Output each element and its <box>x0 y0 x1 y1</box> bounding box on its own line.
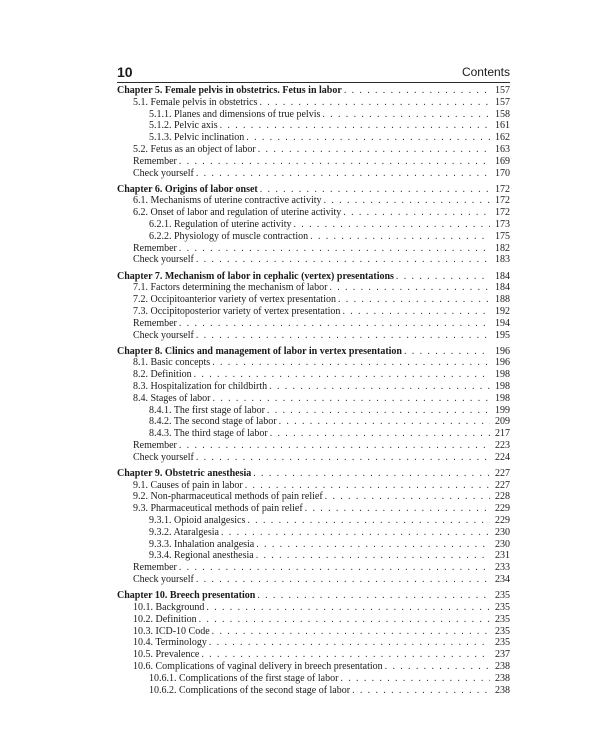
toc-entry <box>117 428 510 440</box>
toc-entry-title: 9.2. Non-pharmaceutical methods of pain relief <box>133 491 323 503</box>
toc-entry-page-number: 195 <box>495 329 510 341</box>
toc-entry-page-number: 158 <box>495 108 510 120</box>
toc-entry <box>117 330 510 342</box>
toc-entry <box>117 168 510 180</box>
toc-entry-page-number: 233 <box>495 562 510 574</box>
toc-entry-title: 5.1.3. Pelvic inclination <box>149 132 245 144</box>
table-of-contents <box>117 85 510 696</box>
toc-entry-page-number: 172 <box>495 183 510 195</box>
toc-entry <box>117 97 510 109</box>
toc-entry-page-number: 157 <box>495 85 510 96</box>
dot-leader <box>179 243 490 255</box>
toc-entry-title: 8.4. Stages of labor <box>133 392 211 404</box>
dot-leader <box>305 503 490 515</box>
dot-leader <box>220 120 490 132</box>
toc-entry-page-number: 235 <box>495 625 510 637</box>
toc-entry-title: Check yourself <box>133 451 194 463</box>
toc-entry-page-number: 198 <box>495 381 510 393</box>
toc-entry-page-number: 238 <box>495 660 510 672</box>
toc-entry-page-number: 196 <box>495 357 510 369</box>
toc-entry <box>117 685 510 697</box>
toc-entry-title: 10.6.2. Complications of the second stage of labor <box>149 684 351 696</box>
toc-chapter-entry <box>117 271 510 283</box>
toc-entry <box>117 207 510 219</box>
toc-entry-title: 6.2. Onset of labor and regulation of uterine activity <box>133 207 342 219</box>
toc-chapter-entry <box>117 184 510 196</box>
dot-leader <box>246 132 490 144</box>
toc-entry-page-number: 157 <box>495 96 510 108</box>
dot-leader <box>404 346 490 358</box>
toc-entry-page-number: 238 <box>495 672 510 684</box>
toc-entry <box>117 294 510 306</box>
toc-entry <box>117 306 510 318</box>
toc-entry-page-number: 231 <box>495 550 510 562</box>
dot-leader <box>352 685 490 697</box>
toc-entry <box>117 649 510 661</box>
toc-entry-title: 8.4.2. The second stage of labor <box>149 416 277 428</box>
toc-entry-page-number: 209 <box>495 416 510 428</box>
page-number: 10 <box>117 64 133 80</box>
toc-entry-page-number: 238 <box>495 684 510 696</box>
toc-entry-page-number: 184 <box>495 282 510 294</box>
dot-leader <box>253 468 490 480</box>
toc-entry-title: 9.3. Pharmaceutical methods of pain relief <box>133 503 303 515</box>
toc-entry-title: 10.1. Background <box>133 601 205 613</box>
dot-leader <box>396 271 490 283</box>
dot-leader <box>199 614 490 626</box>
toc-entry-page-number: 228 <box>495 491 510 503</box>
toc-entry-title: Chapter 7. Mechanism of labor in cephalic (vertex) presentations <box>117 270 394 282</box>
toc-entry-page-number: 235 <box>495 601 510 613</box>
toc-entry <box>117 195 510 207</box>
toc-chapter-entry <box>117 468 510 480</box>
toc-entry-title: 8.4.1. The first stage of labor <box>149 404 265 416</box>
toc-entry-title: 7.1. Factors determining the mechanism of labor <box>133 282 328 294</box>
toc-entry-title: 5.1. Female pelvis in obstetrics <box>133 96 258 108</box>
toc-entry-title: 10.3. ICD-10 Code <box>133 625 210 637</box>
dot-leader <box>245 480 490 492</box>
toc-entry-page-number: 182 <box>495 242 510 254</box>
dot-leader <box>247 515 490 527</box>
dot-leader <box>201 649 490 661</box>
dot-leader <box>221 527 490 539</box>
dot-leader <box>259 97 490 109</box>
toc-entry-page-number: 227 <box>495 467 510 479</box>
toc-entry <box>117 673 510 685</box>
toc-entry-page-number: 161 <box>495 120 510 132</box>
dot-leader <box>212 626 490 638</box>
dot-leader <box>338 294 490 306</box>
toc-entry-page-number: 172 <box>495 207 510 219</box>
toc-entry <box>117 219 510 231</box>
toc-entry-page-number: 235 <box>495 637 510 649</box>
toc-entry-page-number: 170 <box>495 167 510 179</box>
toc-entry <box>117 109 510 121</box>
toc-entry <box>117 515 510 527</box>
toc-entry-page-number: 172 <box>495 195 510 207</box>
toc-entry <box>117 144 510 156</box>
toc-entry-title: 5.1.1. Planes and dimensions of true pelvis <box>149 108 321 120</box>
dot-leader <box>206 602 490 614</box>
dot-leader <box>310 231 490 243</box>
toc-entry <box>117 550 510 562</box>
toc-chapter-entry <box>117 346 510 358</box>
toc-entry-page-number: 169 <box>495 155 510 167</box>
dot-leader <box>342 306 490 318</box>
dot-leader <box>257 590 490 602</box>
toc-entry-page-number: 188 <box>495 294 510 306</box>
toc-entry-page-number: 199 <box>495 404 510 416</box>
toc-entry-title: 9.3.2. Ataralgesia <box>149 526 219 538</box>
toc-entry-title: 8.1. Basic concepts <box>133 357 211 369</box>
toc-entry-title: 8.3. Hospitalization for childbirth <box>133 381 268 393</box>
toc-entry <box>117 231 510 243</box>
toc-entry-page-number: 227 <box>495 479 510 491</box>
toc-entry-title: Remember <box>133 562 177 574</box>
dot-leader <box>329 282 490 294</box>
toc-entry <box>117 602 510 614</box>
toc-chapter-entry <box>117 590 510 602</box>
dot-leader <box>344 85 490 97</box>
dot-leader <box>260 184 490 196</box>
toc-entry-page-number: 162 <box>495 132 510 144</box>
dot-leader <box>256 539 490 551</box>
toc-entry-page-number: 194 <box>495 317 510 329</box>
toc-entry <box>117 491 510 503</box>
toc-entry-title: Check yourself <box>133 574 194 586</box>
toc-entry-page-number: 184 <box>495 270 510 282</box>
toc-entry <box>117 637 510 649</box>
toc-entry-title: 9.3.3. Inhalation analgesia <box>149 538 255 550</box>
dot-leader <box>196 168 490 180</box>
toc-entry-title: 8.4.3. The third stage of labor <box>149 428 268 440</box>
toc-entry <box>117 452 510 464</box>
toc-entry-page-number: 196 <box>495 345 510 357</box>
toc-entry <box>117 614 510 626</box>
toc-entry <box>117 156 510 168</box>
toc-entry <box>117 318 510 330</box>
toc-entry-title: 9.3.4. Regional anesthesia <box>149 550 254 562</box>
dot-leader <box>196 574 490 586</box>
toc-entry-title: Check yourself <box>133 167 194 179</box>
toc-entry <box>117 369 510 381</box>
toc-entry <box>117 503 510 515</box>
toc-entry-title: Remember <box>133 242 177 254</box>
toc-entry-title: 10.2. Definition <box>133 613 197 625</box>
toc-entry-page-number: 198 <box>495 392 510 404</box>
toc-entry-title: 6.1. Mechanisms of uterine contractive activity <box>133 195 322 207</box>
toc-entry <box>117 381 510 393</box>
toc-entry <box>117 393 510 405</box>
toc-entry-page-number: 217 <box>495 428 510 440</box>
toc-entry <box>117 120 510 132</box>
toc-entry-page-number: 230 <box>495 526 510 538</box>
dot-leader <box>256 550 490 562</box>
toc-entry-title: 6.2.2. Physiology of muscle contraction <box>149 230 309 242</box>
dot-leader <box>258 144 490 156</box>
dot-leader <box>343 207 490 219</box>
page-header <box>117 64 510 83</box>
toc-entry-page-number: 223 <box>495 440 510 451</box>
toc-entry-title: Chapter 8. Clinics and management of labor in vertex presentation <box>117 345 402 357</box>
toc-entry-title: 10.6. Complications of vaginal delivery in breech presentation <box>133 660 383 672</box>
toc-entry-title: Chapter 9. Obstetric anesthesia <box>117 467 252 479</box>
toc-entry-page-number: 183 <box>495 254 510 266</box>
toc-entry-title: Chapter 6. Origins of labor onset <box>117 183 258 195</box>
toc-entry <box>117 626 510 638</box>
dot-leader <box>325 491 490 503</box>
toc-entry-page-number: 229 <box>495 503 510 515</box>
toc-entry-page-number: 198 <box>495 369 510 381</box>
toc-entry-title: 10.5. Prevalence <box>133 649 200 661</box>
toc-entry <box>117 282 510 294</box>
dot-leader <box>279 416 490 428</box>
dot-leader <box>179 440 490 452</box>
dot-leader <box>209 637 490 649</box>
toc-entry-title: 10.4. Terminology <box>133 637 207 649</box>
toc-entry-title: 5.2. Fetus as an object of labor <box>133 143 256 155</box>
toc-entry-page-number: 173 <box>495 219 510 231</box>
dot-leader <box>196 254 490 266</box>
dot-leader <box>212 357 490 369</box>
toc-entry <box>117 574 510 586</box>
toc-entry <box>117 254 510 266</box>
dot-leader <box>213 393 491 405</box>
toc-entry-title: Remember <box>133 155 177 167</box>
toc-entry <box>117 357 510 369</box>
toc-entry <box>117 132 510 144</box>
toc-entry-page-number: 175 <box>495 230 510 242</box>
toc-entry-title: Chapter 10. Breech presentation <box>117 590 256 602</box>
toc-entry-title: Check yourself <box>133 329 194 341</box>
toc-entry-title: 8.2. Definition <box>133 369 192 381</box>
dot-leader <box>179 562 490 574</box>
dot-leader <box>196 330 490 342</box>
toc-entry <box>117 243 510 255</box>
dot-leader <box>293 219 490 231</box>
toc-entry <box>117 661 510 673</box>
toc-entry <box>117 440 510 452</box>
toc-entry <box>117 539 510 551</box>
dot-leader <box>324 195 490 207</box>
toc-entry <box>117 416 510 428</box>
dot-leader <box>269 381 490 393</box>
toc-entry-page-number: 192 <box>495 305 510 317</box>
toc-entry-title: Check yourself <box>133 254 194 266</box>
dot-leader <box>194 369 490 381</box>
dot-leader <box>179 318 490 330</box>
toc-entry <box>117 405 510 417</box>
toc-entry-page-number: 235 <box>495 590 510 602</box>
toc-entry-page-number: 229 <box>495 515 510 527</box>
toc-entry-page-number: 163 <box>495 143 510 155</box>
dot-leader <box>267 405 490 417</box>
toc-entry-page-number: 224 <box>495 451 510 463</box>
toc-entry-page-number: 234 <box>495 574 510 586</box>
dot-leader <box>322 109 490 121</box>
toc-entry-title: 7.2. Occipitoanterior variety of vertex presentation <box>133 294 336 306</box>
toc-entry <box>117 527 510 539</box>
toc-entry-title: 5.1.2. Pelvic axis <box>149 120 218 132</box>
toc-entry-title: Remember <box>133 440 177 451</box>
toc-entry-page-number: 235 <box>495 613 510 625</box>
dot-leader <box>270 428 490 440</box>
toc-entry-title: Chapter 5. Female pelvis in obstetrics. Fetus in labor <box>117 85 342 96</box>
dot-leader <box>340 673 490 685</box>
toc-entry-page-number: 230 <box>495 538 510 550</box>
toc-entry-title: 7.3. Occipitoposterior variety of vertex presentation <box>133 305 341 317</box>
toc-entry-page-number: 237 <box>495 649 510 661</box>
toc-chapter-entry <box>117 85 510 97</box>
toc-entry <box>117 562 510 574</box>
dot-leader <box>179 156 490 168</box>
toc-entry-title: 6.2.1. Regulation of uterine activity <box>149 219 292 231</box>
toc-entry-title: 9.3.1. Opioid analgesics <box>149 515 246 527</box>
toc-entry-title: 10.6.1. Complications of the first stage of labor <box>149 672 339 684</box>
dot-leader <box>385 661 490 673</box>
running-title: Contents <box>461 65 510 79</box>
toc-entry-title: 9.1. Causes of pain in labor <box>133 479 243 491</box>
dot-leader <box>196 452 490 464</box>
toc-entry-title: Remember <box>133 317 177 329</box>
toc-entry <box>117 480 510 492</box>
